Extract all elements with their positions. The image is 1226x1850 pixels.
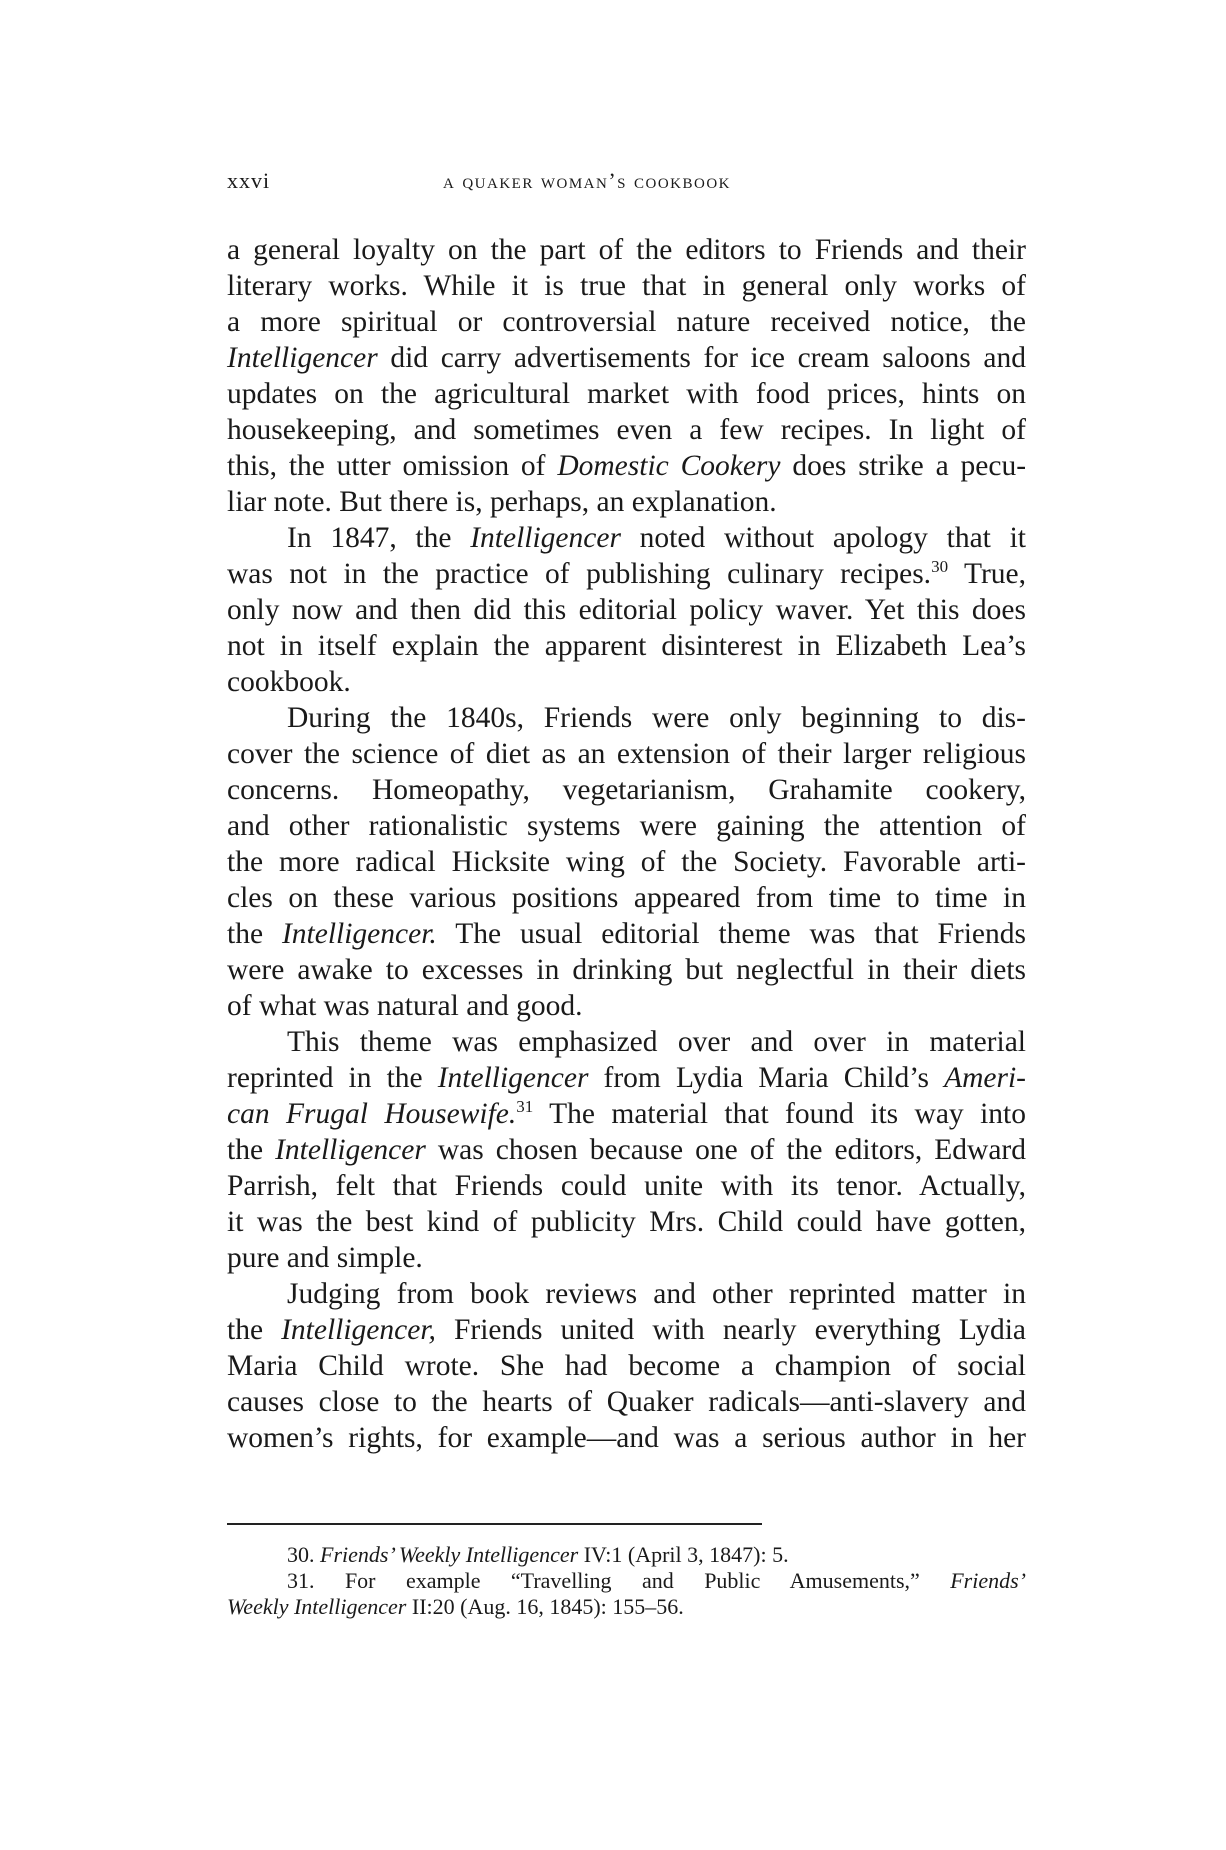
text-line: updates on the agricultural market with food prices, hints on [227, 378, 1026, 410]
italic-title: Intelligencer, [281, 1314, 436, 1346]
text-line: concerns. Homeopathy, vegetarianism, Grahamite cookery, [227, 774, 1026, 806]
text-line: Judging from book reviews and other reprinted matter in [287, 1278, 1026, 1310]
text-line: and other rationalistic systems were gaining the attention of [227, 810, 1026, 842]
italic-title: Intelligencer [437, 1062, 589, 1094]
italic-title: Ameri- [944, 1062, 1026, 1094]
italic-title: can Frugal Housewife. [227, 1098, 517, 1130]
italic-title: Intelligencer [275, 1134, 426, 1166]
text-line: was not in the practice of publishing culinary recipes.$^{30}$ True, [227, 557, 1026, 590]
text-line: During the 1840s, Friends were only beginning to dis- [287, 702, 1026, 734]
footnote-31-continued: Weekly Intelligencer II:20 (Aug. 16, 1845): 155–56. [227, 1594, 684, 1619]
footnote-ref: 30 [931, 557, 949, 577]
text-line: only now and then did this editorial policy waver. Yet this does [227, 594, 1026, 626]
text-line: cover the science of diet as an extension of their larger religious [227, 738, 1026, 770]
text-line: Parrish, felt that Friends could unite with its tenor. Actually, [227, 1170, 1026, 1202]
text-line: liar note. But there is, perhaps, an explanation. [227, 486, 777, 518]
running-head [227, 168, 1027, 198]
body-text [227, 232, 1026, 1456]
text-line: cookbook. [227, 666, 351, 698]
running-title: a quaker woman’s cookbook [443, 168, 731, 193]
text-line: a general loyalty on the part of the editors to Friends and their [227, 234, 1026, 266]
text-line: the more radical Hicksite wing of the Society. Favorable arti- [227, 846, 1026, 878]
italic-title: Intelligencer [227, 342, 378, 374]
text-line: not in itself explain the apparent disinterest in Elizabeth Lea’s [227, 630, 1026, 662]
text-line: In 1847, the Intelligencer noted without apology that it [287, 522, 1026, 554]
text-line: the Intelligencer was chosen because one of the editors, Edward [227, 1134, 1026, 1166]
footnote-31: 31. For example “Travelling and Public Amusements,” Friends’ [287, 1568, 1026, 1593]
text-line: Maria Child wrote. She had become a champion of social [227, 1350, 1026, 1382]
text-line: literary works. While it is true that in general only works of [227, 270, 1026, 302]
footnote-30: 30. Friends’ Weekly Intelligencer IV:1 (April 3, 1847): 5. [287, 1542, 789, 1567]
page-number: xxvi [227, 168, 271, 193]
text-line: reprinted in the Intelligencer from Lydia Maria Child’s Ameri- [227, 1062, 1026, 1094]
text-line: the Intelligencer, Friends united with nearly everything Lydia [227, 1314, 1026, 1346]
text-line: This theme was emphasized over and over in material [287, 1026, 1026, 1058]
footnotes [227, 1542, 1026, 1620]
footnote-ref: 31 [516, 1097, 534, 1117]
italic-title: Domestic Cookery [557, 450, 781, 482]
text-line: Intelligencer did carry advertisements for ice cream saloons and [227, 342, 1026, 374]
text-line: can Frugal Housewife.$^{31}$ The material that found its way into [227, 1097, 1026, 1130]
footnote-divider [227, 1523, 762, 1525]
italic-title: Intelligencer. [281, 918, 437, 950]
text-line: the Intelligencer. The usual editorial theme was that Friends [227, 918, 1026, 950]
text-line: causes close to the hearts of Quaker radicals—anti-slavery and [227, 1386, 1026, 1418]
text-line: it was the best kind of publicity Mrs. Child could have gotten, [227, 1206, 1026, 1238]
text-line: women’s rights, for example—and was a serious author in her [227, 1422, 1026, 1454]
text-line: this, the utter omission of Domestic Cookery does strike a pecu- [227, 450, 1027, 482]
italic-title: Intelligencer [470, 522, 621, 554]
text-line: pure and simple. [227, 1242, 423, 1274]
text-line: housekeeping, and sometimes even a few recipes. In light of [227, 414, 1026, 446]
text-line: cles on these various positions appeared from time to time in [227, 882, 1026, 914]
text-line: of what was natural and good. [227, 990, 583, 1022]
text-line: were awake to excesses in drinking but neglectful in their diets [227, 954, 1026, 986]
text-line: a more spiritual or controversial nature received notice, the [227, 306, 1026, 338]
